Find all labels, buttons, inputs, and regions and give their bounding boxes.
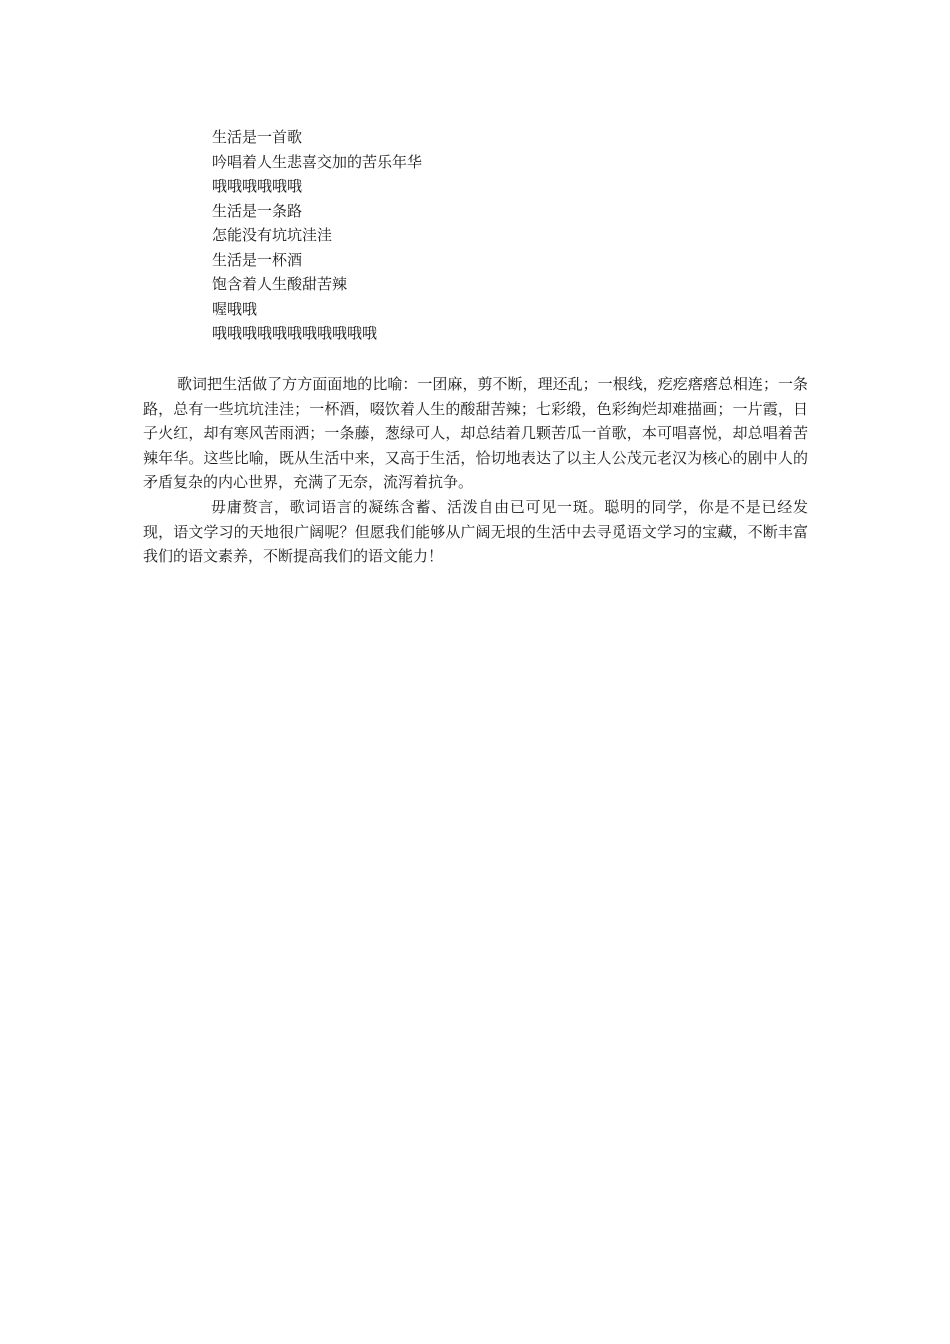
lyric-line: 饱含着人生酸甜苦辣: [212, 275, 348, 293]
lyric-line: 吟唱着人生悲喜交加的苦乐年华: [212, 152, 423, 171]
lyric-line: 生活是一条路: [212, 201, 303, 220]
lyric-line: 喔哦哦: [212, 299, 258, 318]
lyric-line: 哦哦哦哦哦哦哦哦哦哦哦: [212, 324, 378, 342]
paragraph: 毋庸赘言，歌词语言的凝练含蓄、活泼自由已可见一斑。聪明的同学，你是不是已经发现，语文学习的天地很广阔呢？但愿我们能够从广阔无垠的生活中去寻觅语文学习的宝藏，不断丰富我们的语文素养，不断提高我们的语文能力！: [143, 497, 808, 566]
paragraph: 歌词把生活做了方方面面地的比喻：一团麻，剪不断，理还乱；一根线，疙疙瘩瘩总相连；一条路，总有一些坑坑洼洼；一杯酒，啜饮着人生的酸甜苦辣；七彩缎，色彩绚烂却难描画；一片霞，日子火红，却有寒风苦雨洒；一条藤，葱绿可人，却总结着几颗苦瓜一首歌，本可唱喜悦，却总唱着苦辣年华。这些比喻，既从生活中来，又高于生活，恰切地表达了以主人公茂元老汉为核心的剧中人的矛盾复杂的内心世界，充满了无奈，流泻着抗争。: [143, 375, 808, 492]
commentary: [143, 372, 808, 569]
lyric-line: 哦哦哦哦哦哦: [212, 177, 303, 195]
lyric-line: 生活是一首歌: [212, 128, 303, 146]
lyric-line: 怎能没有坑坑洼洼: [212, 226, 333, 244]
lyric-line: 生活是一杯酒: [212, 250, 303, 269]
song-lyrics: [212, 125, 422, 346]
